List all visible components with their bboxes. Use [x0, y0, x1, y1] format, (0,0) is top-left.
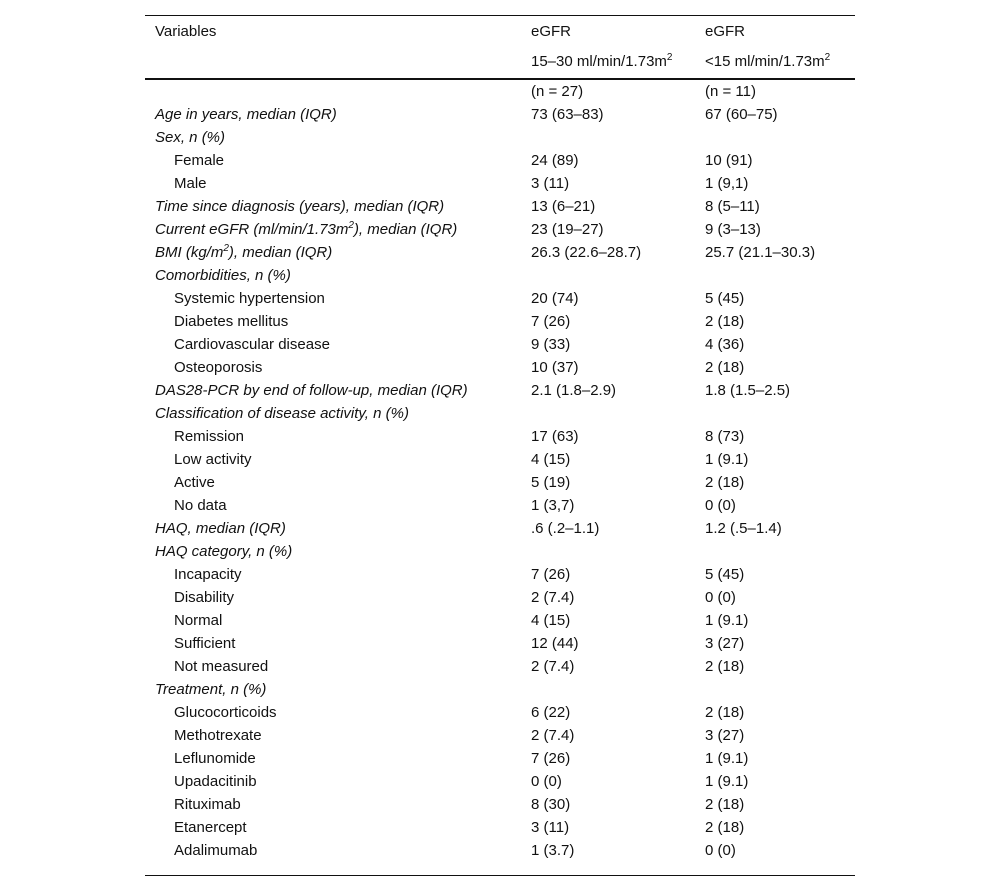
table-row — [145, 747, 855, 770]
row-label: Upadacitinib — [174, 773, 257, 790]
row-value-col1: 13 (6–21) — [531, 198, 596, 215]
row-value-col1: 10 (37) — [531, 359, 579, 376]
table-row — [145, 126, 855, 149]
row-value-col1: 26.3 (22.6–28.7) — [531, 244, 642, 261]
row-value-col1: 12 (44) — [531, 635, 579, 652]
row-value-col1: 1 (3.7) — [531, 842, 575, 859]
row-value-col2: 8 (73) — [705, 428, 745, 445]
row-value-col1: 24 (89) — [531, 152, 579, 169]
row-value-col2: 1 (9.1) — [705, 451, 749, 468]
row-value-col1: 3 (11) — [531, 819, 570, 836]
row-label: Remission — [174, 428, 245, 445]
table-row — [145, 517, 855, 540]
row-label: Disability — [174, 589, 235, 606]
row-value-col1: 9 (33) — [531, 336, 571, 353]
table-row — [145, 80, 855, 103]
table-row — [145, 287, 855, 310]
row-value-col2: 0 (0) — [705, 589, 736, 606]
row-value-col2: 1 (9.1) — [705, 773, 749, 790]
header-col2-title: eGFR — [705, 23, 746, 40]
row-label: Sufficient — [174, 635, 236, 652]
table-row — [145, 402, 855, 425]
row-value-col1: 23 (19–27) — [531, 221, 604, 238]
row-label: Methotrexate — [174, 727, 262, 744]
row-value-col1: 2.1 (1.8–2.9) — [531, 382, 617, 399]
header-col1-unit-text: 15–30 ml/min/1.73m — [531, 53, 667, 70]
row-value-col2: 9 (3–13) — [705, 221, 761, 238]
row-value-col2: (n = 11) — [705, 83, 756, 100]
table-row — [145, 310, 855, 333]
table-row — [145, 172, 855, 195]
row-value-col2: 2 (18) — [705, 474, 745, 491]
row-value-col2: 3 (27) — [705, 727, 745, 744]
header-col2-unit — [705, 52, 830, 72]
header-col2-unit-text: <15 ml/min/1.73m — [705, 53, 825, 70]
header-col1-unit — [531, 52, 672, 72]
row-value-col2: 2 (18) — [705, 359, 745, 376]
row-value-col1: 1 (3,7) — [531, 497, 575, 514]
row-value-col1: .6 (.2–1.1) — [531, 520, 600, 537]
row-label: Leflunomide — [174, 750, 256, 767]
table-row — [145, 701, 855, 724]
row-value-col2: 2 (18) — [705, 313, 745, 330]
row-value-col2: 0 (0) — [705, 497, 736, 514]
row-label: Normal — [174, 612, 223, 629]
row-label: BMI $(kg/m^2)$, median (IQR) — [155, 243, 333, 261]
bottom-rule — [145, 875, 855, 876]
row-value-col1: 2 (7.4) — [531, 658, 575, 675]
row-label: Diabetes mellitus — [174, 313, 289, 330]
row-value-col1: 8 (30) — [531, 796, 571, 813]
row-label: Low activity — [174, 451, 252, 468]
table-row — [145, 609, 855, 632]
row-label: Age in years, median (IQR) — [155, 106, 337, 123]
row-label: Comorbidities, n (%) — [155, 267, 291, 284]
table-row — [145, 218, 855, 241]
row-value-col2: 1 (9,1) — [705, 175, 749, 192]
table-row — [145, 839, 855, 862]
row-label: Female — [174, 152, 225, 169]
header-variables: Variables — [155, 23, 217, 40]
row-label: Treatment, n (%) — [155, 681, 267, 698]
row-value-col1: 17 (63) — [531, 428, 579, 445]
row-value-col1: 6 (22) — [531, 704, 571, 721]
row-label: Etanercept — [174, 819, 247, 836]
table-row — [145, 586, 855, 609]
row-value-col1: 4 (15) — [531, 451, 571, 468]
row-label: Adalimumab — [174, 842, 258, 859]
table-row — [145, 793, 855, 816]
table-row — [145, 195, 855, 218]
table-row — [145, 494, 855, 517]
row-value-col2: 2 (18) — [705, 704, 745, 721]
table-row — [145, 103, 855, 126]
header-col1-title: eGFR — [531, 23, 572, 40]
row-value-col2: 25.7 (21.1–30.3) — [705, 244, 816, 261]
table-row — [145, 356, 855, 379]
row-label: Systemic hypertension — [174, 290, 325, 307]
row-value-col2: 2 (18) — [705, 819, 745, 836]
row-value-col1: 7 (26) — [531, 313, 571, 330]
row-label: No data — [174, 497, 227, 514]
row-value-col2: 1.8 (1.5–2.5) — [705, 382, 791, 399]
row-value-col2: 4 (36) — [705, 336, 745, 353]
table-row — [145, 540, 855, 563]
row-label: DAS28-PCR by end of follow-up, median (IQR) — [155, 382, 468, 399]
row-value-col1: 20 (74) — [531, 290, 579, 307]
row-value-col2: 2 (18) — [705, 796, 745, 813]
top-rule — [145, 15, 855, 16]
row-label: Incapacity — [174, 566, 242, 583]
row-label: Male — [174, 175, 207, 192]
table-row — [145, 770, 855, 793]
row-label: Osteoporosis — [174, 359, 263, 376]
row-label: Time since diagnosis (years), median (IQR) — [155, 198, 445, 215]
table-row — [145, 425, 855, 448]
table-row — [145, 379, 855, 402]
table-row — [145, 149, 855, 172]
table-row — [145, 632, 855, 655]
row-value-col1: 2 (7.4) — [531, 589, 575, 606]
table-row — [145, 241, 855, 264]
row-value-col1: 7 (26) — [531, 566, 571, 583]
row-label: Not measured — [174, 658, 269, 675]
table-row — [145, 816, 855, 839]
table-row — [145, 471, 855, 494]
table-row — [145, 678, 855, 701]
table-row — [145, 655, 855, 678]
row-value-col2: 10 (91) — [705, 152, 753, 169]
row-value-col1: 2 (7.4) — [531, 727, 575, 744]
row-value-col2: 67 (60–75) — [705, 106, 778, 123]
row-value-col2: 2 (18) — [705, 658, 745, 675]
row-value-col2: 8 (5–11) — [705, 198, 760, 215]
row-value-col1: 4 (15) — [531, 612, 571, 629]
row-value-col2: 5 (45) — [705, 566, 745, 583]
row-label: Sex, n (%) — [155, 129, 226, 146]
row-value-col1: 5 (19) — [531, 474, 571, 491]
row-label: Glucocorticoids — [174, 704, 277, 721]
header-col1-sup: 2 — [666, 52, 673, 63]
row-value-col1: (n = 27) — [531, 83, 584, 100]
row-label: Classification of disease activity, n (%) — [155, 405, 409, 422]
row-label: Current eGFR $(ml/\min/1.73m^2)$, median (IQR) — [155, 220, 458, 238]
table-row — [145, 563, 855, 586]
row-label: Cardiovascular disease — [174, 336, 330, 353]
row-value-col1: 0 (0) — [531, 773, 562, 790]
row-value-col2: 1.2 (.5–1.4) — [705, 520, 782, 537]
row-value-col2: 1 (9.1) — [705, 750, 749, 767]
row-label: HAQ, median (IQR) — [155, 520, 286, 537]
table-row — [145, 333, 855, 356]
row-value-col2: 0 (0) — [705, 842, 736, 859]
row-value-col1: 7 (26) — [531, 750, 571, 767]
row-label: HAQ category, n (%) — [155, 543, 293, 560]
table-row — [145, 448, 855, 471]
row-value-col2: 3 (27) — [705, 635, 745, 652]
row-value-col2: 5 (45) — [705, 290, 745, 307]
row-label: Active — [174, 474, 215, 491]
row-label: Rituximab — [174, 796, 241, 813]
table-row — [145, 264, 855, 287]
row-value-col1: 73 (63–83) — [531, 106, 604, 123]
row-value-col1: 3 (11) — [531, 175, 570, 192]
table-row — [145, 724, 855, 747]
row-value-col2: 1 (9.1) — [705, 612, 749, 629]
header-col2-sup: 2 — [824, 52, 831, 63]
